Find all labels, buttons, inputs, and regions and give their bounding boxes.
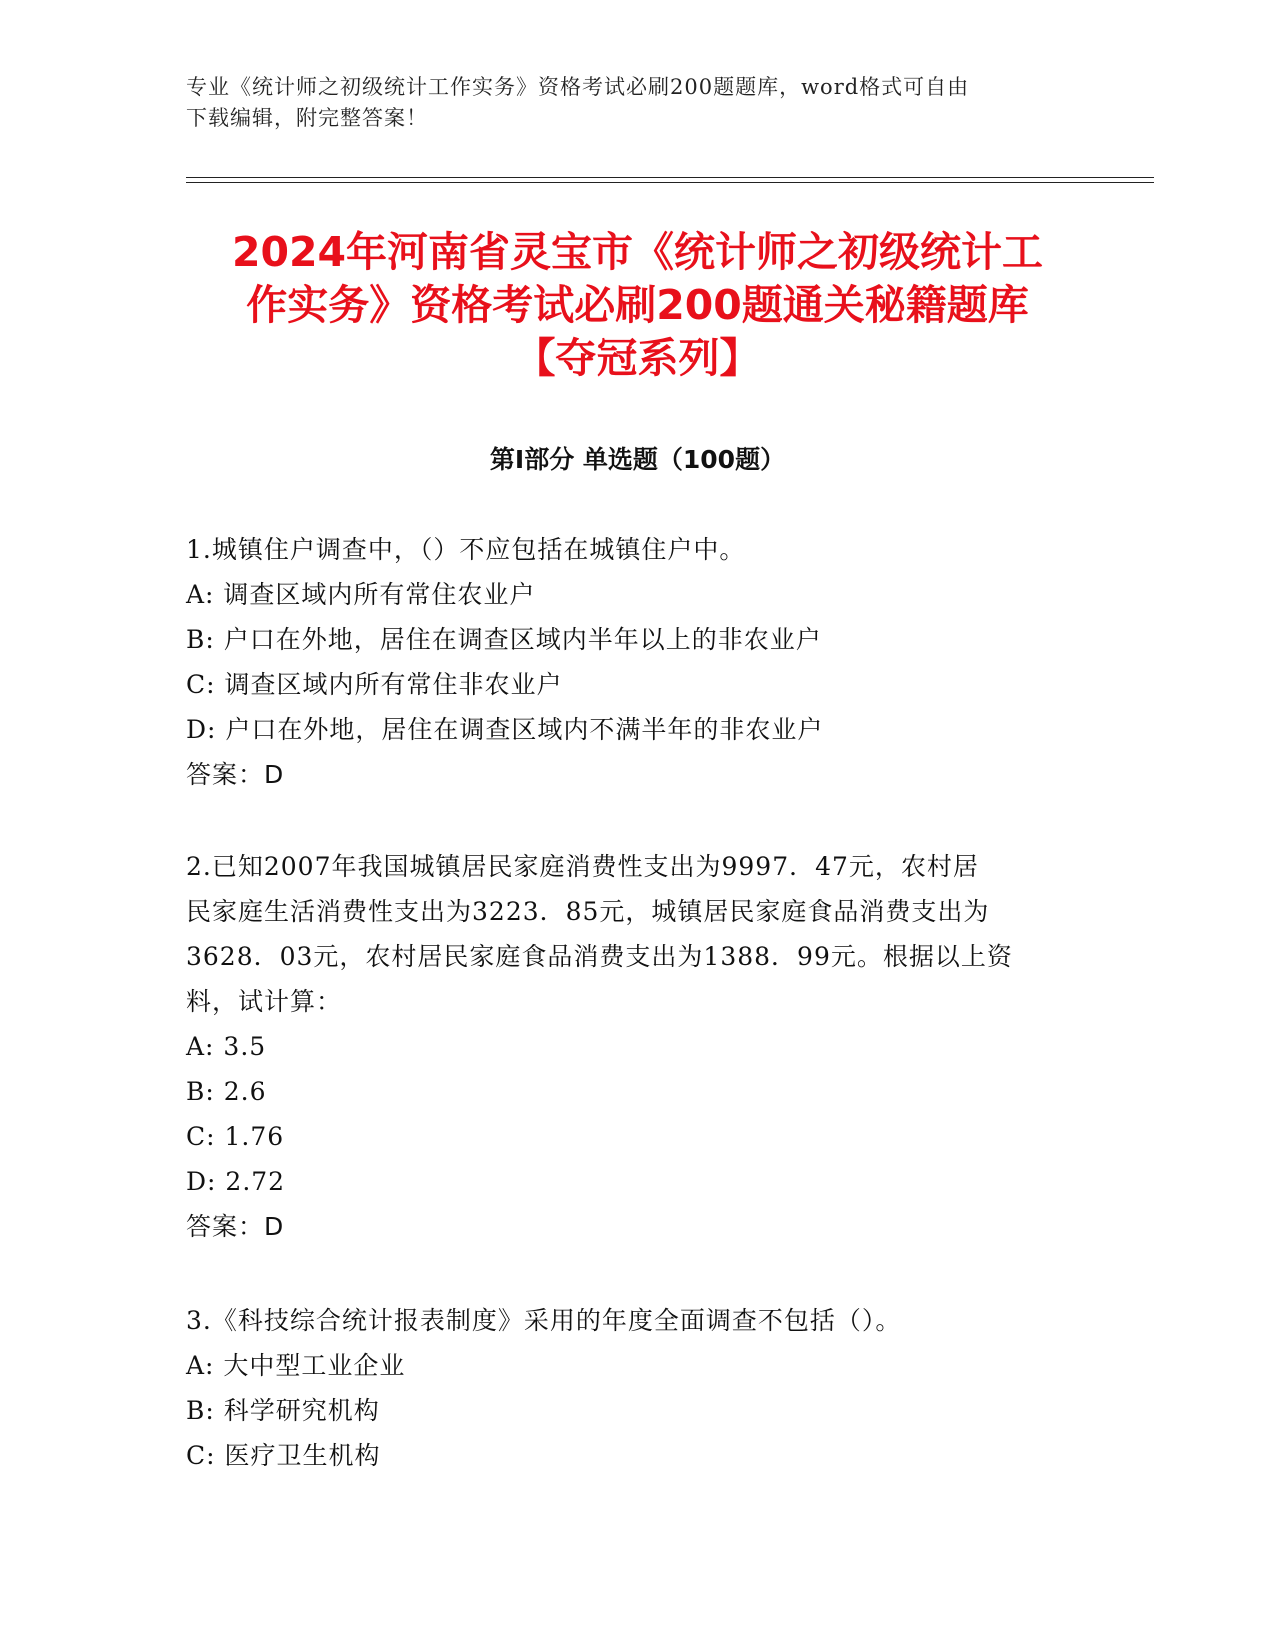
header-divider-bottom <box>186 182 1154 183</box>
header-line-1: 专业《统计师之初级统计工作实务》资格考试必刷200题题库，word格式可自由 <box>186 75 970 99</box>
document-header <box>186 72 1066 134</box>
option-c: C: 医疗卫生机构 <box>186 1441 381 1470</box>
section-heading: 第I部分 单选题（100题） <box>489 445 786 474</box>
question-3 <box>186 1298 1066 1478</box>
document-title <box>150 226 1125 385</box>
option-d: D: 2.72 <box>186 1167 286 1196</box>
option-b: B: 科学研究机构 <box>186 1396 380 1425</box>
answer: 答案：D <box>186 760 285 789</box>
option-a: A: 调查区域内所有常住农业户 <box>186 580 536 609</box>
option-d: D: 户口在外地，居住在调查区域内不满半年的非农业户 <box>186 715 824 744</box>
option-c: C: 调查区域内所有常住非农业户 <box>186 670 563 699</box>
title-line-2: 作实务》资格考试必刷200题通关秘籍题库 <box>246 281 1029 329</box>
question-1 <box>186 527 1066 797</box>
option-b: B: 户口在外地，居住在调查区域内半年以上的非农业户 <box>186 625 822 654</box>
title-line-3: 【夺冠系列】 <box>514 334 761 382</box>
option-b: B: 2.6 <box>186 1077 267 1106</box>
option-a: A: 大中型工业企业 <box>186 1351 406 1380</box>
question-stem: 2.已知2007年我国城镇居民家庭消费性支出为9997．47元，农村居 <box>186 852 979 881</box>
header-line-2: 下载编辑，附完整答案！ <box>186 106 428 130</box>
question-stem: 3628．03元，农村居民家庭食品消费支出为1388．99元。根据以上资 <box>186 942 1013 971</box>
option-a: A: 3.5 <box>186 1032 267 1061</box>
question-stem: 料，试计算： <box>186 987 343 1016</box>
header-divider-top <box>186 177 1154 178</box>
answer: 答案：D <box>186 1212 285 1241</box>
question-stem: 民家庭生活消费性支出为3223．85元，城镇居民家庭食品消费支出为 <box>186 897 990 926</box>
option-c: C: 1.76 <box>186 1122 285 1151</box>
title-line-1: 2024年河南省灵宝市《统计师之初级统计工 <box>231 228 1044 276</box>
question-stem: 1.城镇住户调查中，（）不应包括在城镇住户中。 <box>186 535 746 564</box>
question-2 <box>186 844 1066 1249</box>
question-stem: 3.《科技综合统计报表制度》采用的年度全面调查不包括（）。 <box>186 1306 902 1335</box>
